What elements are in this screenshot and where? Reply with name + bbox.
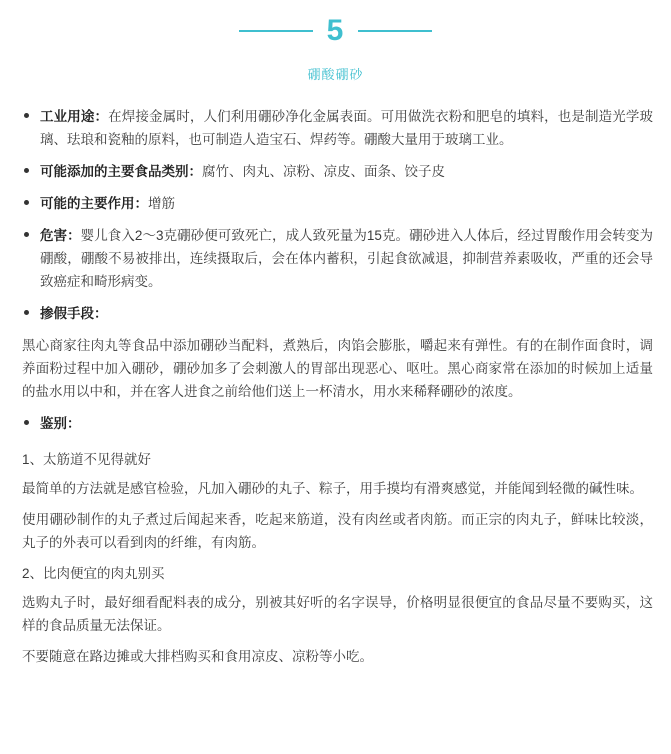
list-item-identification [22,412,653,435]
section-text: 在焊接金属时，人们利用硼砂净化金属表面。可用做洗衣粉和肥皂的填料，也是制造光学玻璃、珐琅和瓷釉的原料，也可制造人造宝石、焊药等。硼酸大量用于玻璃工业。 [40,109,653,147]
identification-point-paragraph: 使用硼砂制作的丸子煮过后闻起来香，吃起来筋道，没有肉丝或者肉筋。而正宗的肉丸子，鲜味比较淡，丸子的外表可以看到肉的纤维，有肉筋。 [22,512,653,550]
section-paragraph [40,302,653,325]
section-paragraph [40,224,653,293]
list-item-fake-methods [22,302,653,325]
section-text: 腐竹、肉丸、凉粉、凉皮、面条、饺子皮 [202,164,445,179]
list-item [22,105,653,151]
section-label: 危害： [40,228,81,243]
rule-right [358,30,432,32]
section-number: 5 [326,14,345,47]
list-item [22,224,653,293]
identification-point-paragraph: 最简单的方法就是感官检验，凡加入硼砂的丸子、粽子，用手摸均有滑爽感觉，并能闻到轻微的碱性味。 [22,481,643,496]
section-paragraph [40,160,653,183]
bullet-list [22,105,653,325]
section-text: 婴儿食入2～3克硼砂便可致死亡，成人致死量为15克。硼砂进入人体后，经过胃酸作用会转变为硼酸，硼酸不易被排出，连续摄取后，会在体内蓄积，引起食欲减退，抑制营养素吸收，严重的还会导致癌症和畸形病变。 [40,228,654,289]
section-paragraph [40,192,653,215]
identification-point-heading: 2、比肉便宜的肉丸别买 [22,566,165,581]
identification-point-paragraph: 选购丸子时，最好细看配料表的成分，别被其好听的名字误导，价格明显很便宜的食品尽量不要购买，这样的食品质量无法保证。 [22,595,653,633]
fake-methods-paragraph: 黑心商家往肉丸等食品中添加硼砂当配料，煮熟后，肉馅会膨胀，嚼起来有弹性。有的在制作面食时，调养面粉过程中加入硼砂，硼砂加多了会刺激人的胃部出现恶心、呕吐。黑心商家常在添加的时候加上适量的盐水用以中和，并在客人进食之前给他们送上一杯清水，用水来稀释硼砂的浓度。 [22,338,653,399]
identification-point-paragraph: 不要随意在路边摊或大排档购买和食用凉皮、凉粉等小吃。 [22,649,373,664]
section-label: 可能的主要作用： [40,196,148,211]
section-label: 掺假手段： [40,306,108,321]
section-number-row [0,14,671,48]
rule-left [239,30,313,32]
document-header [0,0,671,83]
identification-list [22,412,653,435]
list-item [22,160,653,183]
section-label: 可能添加的主要食品类别： [40,164,202,179]
identification-point-heading: 1、太筋道不见得就好 [22,452,152,467]
document-content [0,105,671,668]
section-label: 鉴别： [40,416,81,431]
section-paragraph [40,105,653,151]
list-item [22,192,653,215]
section-label: 工业用途： [40,109,109,124]
page-title: 硼酸硼砂 [307,67,364,82]
section-paragraph [40,412,653,435]
section-text: 增筋 [148,196,175,211]
